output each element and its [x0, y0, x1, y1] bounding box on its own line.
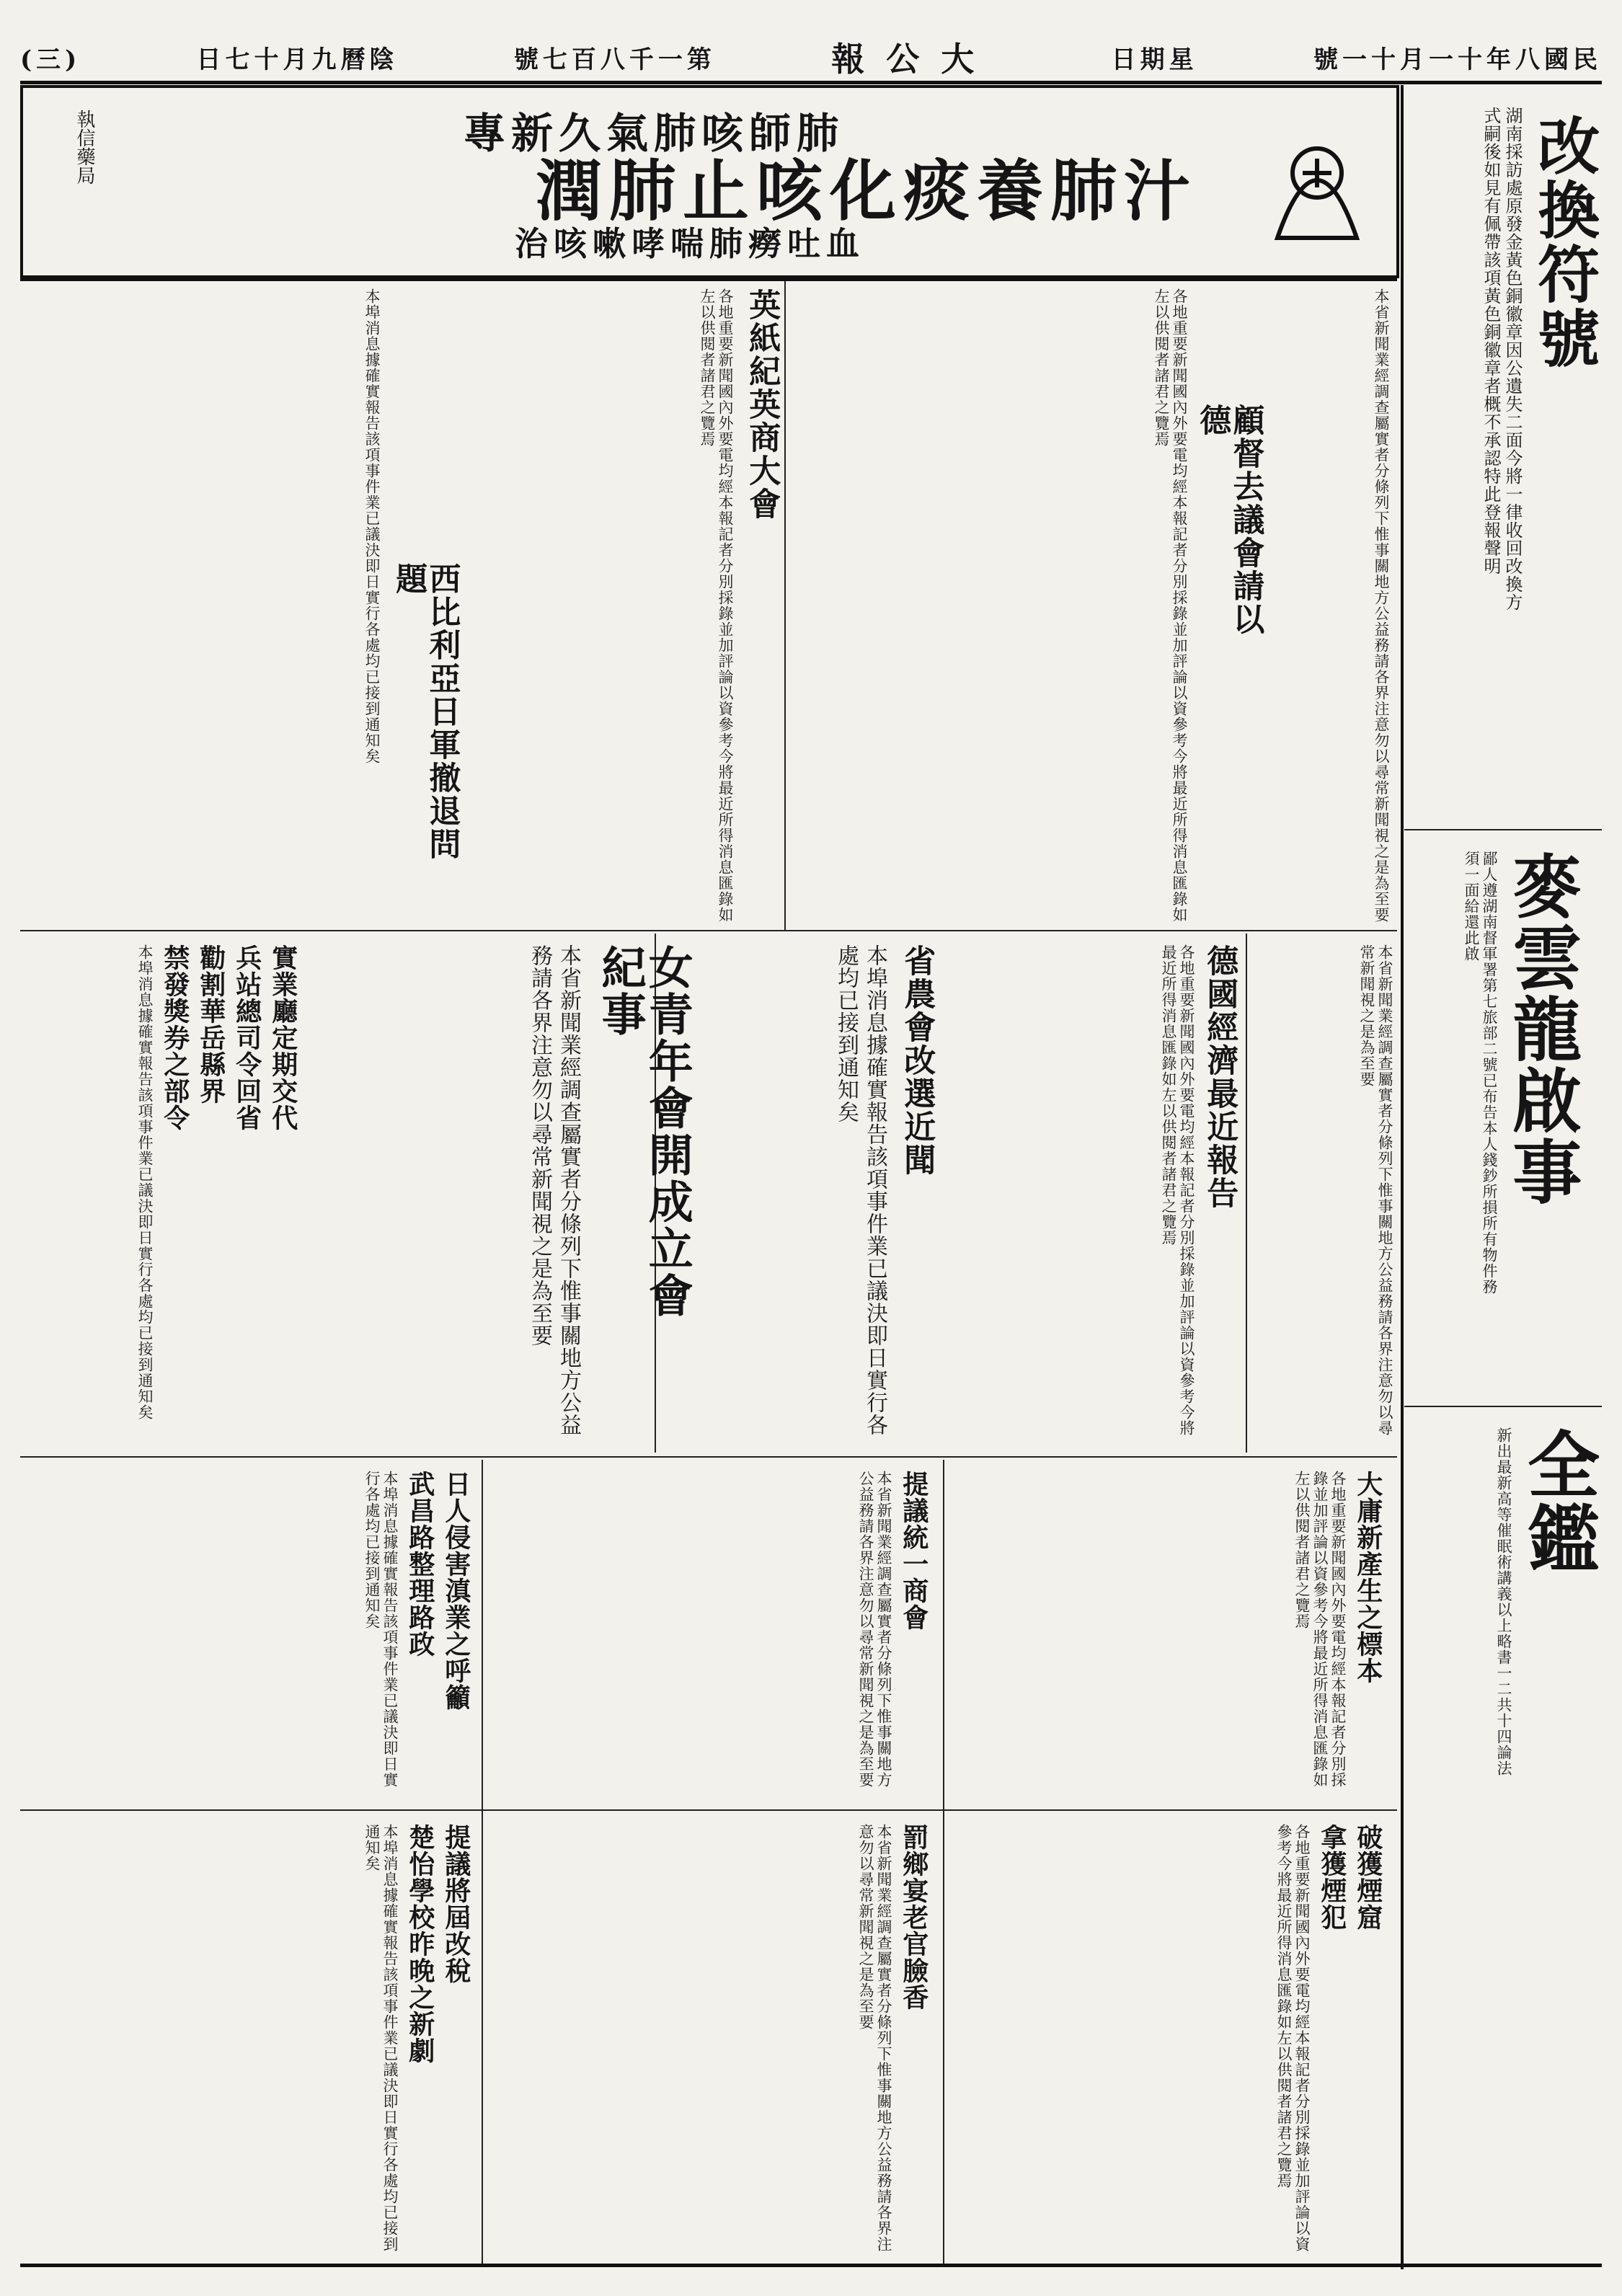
page-number: (三): [20, 45, 81, 74]
headline-2: 英紙紀英商大會: [743, 288, 781, 520]
headline-10: 實業廳定期交代: [267, 944, 298, 1131]
article-6-body: 本埠消息據確實報告該項事件業已議決即日實行各處均已接到通知矣: [833, 944, 887, 1436]
headline-11: 日人侵害滇業之呼籲: [440, 1471, 471, 1711]
bottom-rule: [20, 2264, 1602, 2267]
headline-15: 罰鄉宴老官臉香: [898, 1824, 929, 2011]
notice-column: [1415, 85, 1599, 950]
headline-5: 德國經濟最近報告: [1201, 944, 1238, 1210]
headline-4: 西比利亞日軍撤退問題: [390, 562, 461, 861]
article-19-body: 各地重要新聞國內外要電均經本報記者分別採錄並加評論以資參考今將最近所得消息匯錄如左以供閱者諸君之覽焉: [1293, 1471, 1347, 1788]
ad-emblem-icon: [1263, 108, 1371, 252]
article-1-body: 各地重要新聞國內外要電均經本報記者分別採錄並加評論以資參考今將最近所得消息匯錄如左以供閱者諸君之覽焉: [1153, 288, 1188, 923]
headline-9: 兵站總司令回省: [231, 944, 262, 1131]
article-3-body: 本省新聞業經調查屬實者分條列下惟事關地方公益務請各界注意勿以尋常新聞視之是為至要: [527, 944, 581, 1436]
issue-number: 號七百八千一第: [513, 45, 716, 74]
article-11-body: 本埠消息據確實報告該項事件業已議決即日實行各處均已接到通知矣: [363, 1471, 399, 1788]
article-16-body: 本埠消息據確實報告該項事件業已議決即日實行各處均已接到通知矣: [363, 1824, 399, 2252]
article-2-body: 各地重要新聞國內外要電均經本報記者分別採錄並加評論以資參考今將最近所得消息匯錄如左以供閱者諸君之覽焉: [699, 288, 734, 923]
headline-7: 禁發獎券之部令: [159, 944, 190, 1131]
article-1-lead: 本省新聞業經調查屬實者分條列下惟事關地方公益務請各界注意勿以尋常新聞視之是為至要: [1373, 288, 1390, 923]
paper-name: 報公大: [831, 40, 996, 79]
newspaper-page: [20, 29, 1602, 2271]
headline-18: 破獲煙窟: [1352, 1824, 1383, 1931]
notice-body-c: 新出最新高等催眠術講義以上略書一二共十四論法: [1495, 1427, 1512, 1776]
article-15-body: 本省新聞業經調查屬實者分條列下惟事關地方公益務請各界注意勿以尋常新聞視之是為至要: [857, 1824, 892, 2252]
headline-16: 楚怡學校昨晚之新劇: [404, 1824, 435, 2064]
headline-8: 勸割華岳縣界: [195, 944, 226, 1104]
section-2-left-body: 本埠消息據確實報告該項事件業已議決即日實行各處均已接到通知矣: [136, 944, 154, 1420]
headline-13: 提議統一商會: [898, 1471, 929, 1631]
article-4-body: 本埠消息據確實報告該項事件業已議決即日實行各處均已接到通知矣: [363, 288, 381, 764]
headline-3: 女青年會開成立會紀事: [594, 944, 694, 1319]
headline-1: 顧督去議會請以德: [1194, 404, 1264, 636]
masthead-rule: [20, 81, 1602, 84]
article-13-body: 本省新聞業經調查屬實者分條列下惟事關地方公益務請各界注意勿以尋常新聞視之是為至要: [857, 1471, 892, 1788]
weekday: 日期星: [1111, 45, 1198, 74]
medicine-ad-banner: [20, 85, 1399, 278]
notice-body-a: 湖南採訪處原發金黃色銅徽章因公遺失二面今將一律收回改換方式嗣後如見有佩帶該項黃色銅徽章者概不承認特此登報聲明: [1481, 107, 1523, 611]
ad-line-top: 專新久氣肺咳師肺: [463, 109, 844, 158]
headline-6: 省農會改選近聞: [898, 944, 936, 1176]
notice-title-c: 全鑑: [1515, 1427, 1600, 1576]
article-5-cont: 各地重要新聞國內外要電均經本報記者分別採錄並加評論以資參考今將最近所得消息匯錄如左以供閱者諸君之覽焉: [1160, 944, 1195, 1436]
right-column-rule: [1401, 85, 1404, 2269]
article-5-body: 本省新聞業經調查屬實者分條列下惟事關地方公益務請各界注意勿以尋常新聞視之是為至要: [1358, 944, 1393, 1436]
solar-date: 號一十月一十年八國民: [1313, 45, 1602, 74]
ad-vendor: 執信藥局: [74, 110, 95, 185]
headline-14: 提議將屆改稅: [440, 1824, 471, 1984]
notice-title-b: 麥雲龍啟事: [1501, 851, 1583, 1207]
lunar-date: 日七十月九曆陰: [196, 45, 399, 74]
notice-title-a: 改換符號: [1527, 114, 1600, 371]
headline-12: 武昌路整理路政: [404, 1471, 435, 1657]
headline-17: 拿獲煙犯: [1316, 1824, 1347, 1931]
ad-title: 潤肺止咳化痰養肺汁: [535, 152, 1197, 230]
ad-line-bottom: 治咳嗽哮喘肺癆吐血: [515, 224, 865, 263]
headline-19: 大庸新產生之標本: [1352, 1471, 1383, 1684]
masthead: [20, 35, 1602, 79]
article-17-body: 各地重要新聞國內外要電均經本報記者分別採錄並加評論以資參考今將最近所得消息匯錄如左以供閱者諸君之覽焉: [1275, 1824, 1311, 2252]
notice-body-b: 鄙人遵湖南督軍署第七旅部二號已布告本人錢鈔所損所有物件務須一面給還此啟: [1463, 851, 1498, 1295]
